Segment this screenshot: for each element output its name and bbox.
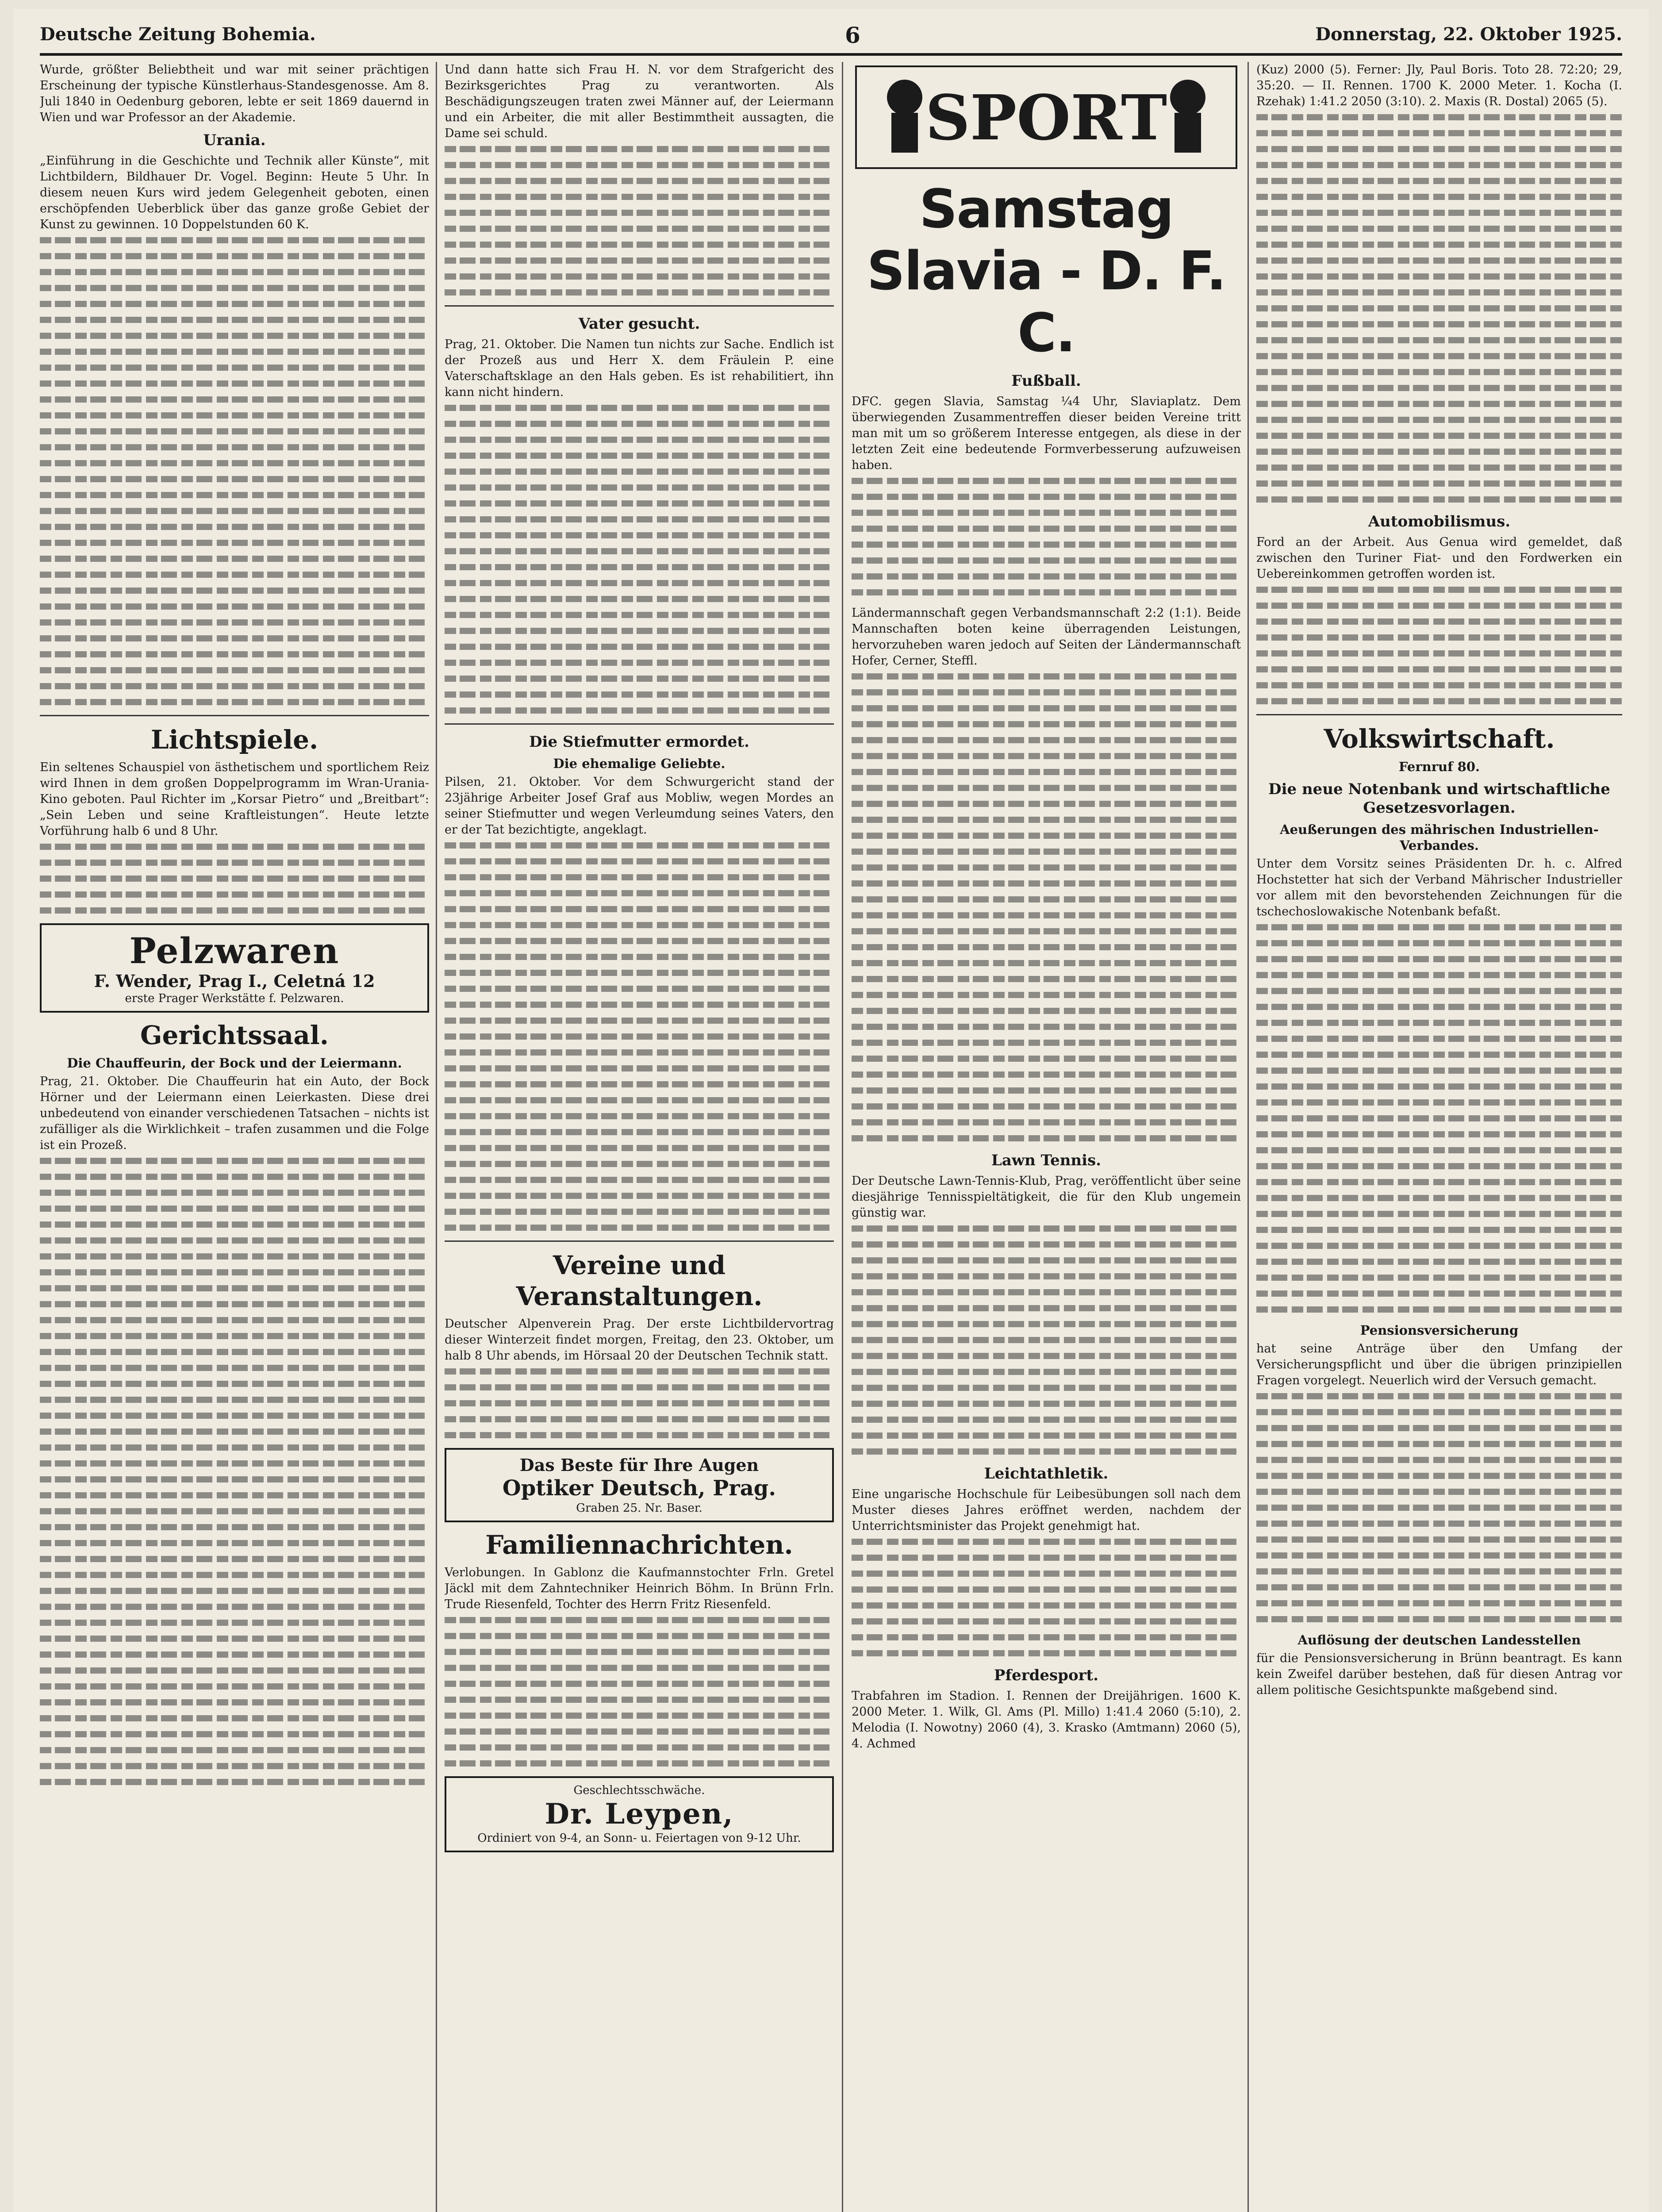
article-heading: Die Chauffeurin, der Bock und der Leiermann. — [67, 1056, 402, 1071]
date-line: Donnerstag, 22. Oktober 1925. — [1315, 24, 1622, 45]
section-phone: Fernruf 80. — [1398, 759, 1480, 774]
text-block — [852, 478, 1241, 595]
article-text: Der Deutsche Lawn-Tennis-Klub, Prag, veröffentlicht über seine diesjährige Tennisspieltätigkeit, die für den Klub ungemein günstig war. — [852, 1174, 1241, 1220]
article-text: hat seine Anträge über den Umfang der Versicherungspflicht und über die übrigen prinzipiellen Fragen vorgelegt. Neuerlich wird der Versuch gemacht. — [1256, 1342, 1622, 1387]
article-text: für die Pensionsversicherung in Brünn beantragt. Es kann kein Zweifel darüber bestehen, daß für diesen Antrag vor allem politische Gesichtspunkte maßgebend sind. — [1256, 1651, 1622, 1697]
section-heading: Fußball. — [1011, 372, 1081, 390]
article-text: Deutscher Alpenverein Prag. Der erste Lichtbildervortrag dieser Winterzeit findet morgen, Freitag, den 23. Oktober, um halb 8 Uhr abends, im Hörsaal 20 der Deutschen Technik statt. — [445, 1317, 834, 1363]
text-block — [1256, 1393, 1622, 1622]
text-block — [1256, 924, 1622, 1313]
text-block — [445, 405, 834, 714]
article-text: Wurde, größter Beliebtheit und war mit seiner prächtigen Erscheinung der typische Künstlerhaus-Standesgenosse. Am 8. Juli 1840 in Oedenburg geboren, lebte er seit 1869 dauernd in Wien und war Professor an der Akademie. — [40, 63, 429, 124]
text-block — [40, 1158, 429, 1785]
advertisement-leypen — [445, 1776, 834, 1852]
advertisement-pelzwaren — [40, 923, 429, 1013]
column-4 — [1256, 62, 1622, 2212]
header-rule — [40, 53, 1622, 56]
section-heading: Urania. — [203, 131, 266, 149]
text-block — [445, 1617, 834, 1767]
ad-left-text: Geschlechtsschwäche. — [573, 1784, 705, 1797]
column-2 — [445, 62, 834, 2212]
section-heading: Die Stiefmutter ermordet. — [529, 733, 749, 751]
ad-name: Dr. Leypen, — [545, 1797, 734, 1831]
column-divider — [1247, 62, 1249, 2212]
article-text: (Kuz) 2000 (5). Ferner: Jly, Paul Boris. Toto 28. 72:20; 29, 35:20. — II. Rennen. 1700 K. 2000 Meter. 1. Kocha (I. Rzehak) 1:41.2 2050 (3:10). 2. Maxis (R. Dostal) 2065 (5). — [1256, 63, 1622, 108]
article-subheading: Auflösung der deutschen Landesstellen — [1297, 1632, 1581, 1647]
ad-title: Pelzwaren — [129, 930, 340, 972]
section-heading: Lawn Tennis. — [991, 1152, 1102, 1169]
ad-subtitle: erste Prager Werkstätte f. Pelzwaren. — [125, 992, 344, 1005]
section-heading: Lichtspiele. — [150, 725, 319, 755]
text-block — [445, 1368, 834, 1438]
divider — [445, 723, 834, 725]
section-heading: Automobilismus. — [1368, 513, 1511, 530]
paper-name: Deutsche Zeitung Bohemia. — [40, 24, 316, 45]
banner-headline: Samstag Slavia - D. F. C. — [867, 179, 1226, 364]
ad-name: Optiker Deutsch, Prag. — [502, 1476, 776, 1501]
text-block — [852, 1539, 1241, 1656]
text-block — [445, 146, 834, 296]
divider — [40, 715, 429, 716]
page-number: 6 — [845, 22, 860, 48]
sport-illustration-icon — [852, 62, 1241, 173]
article-text: Ein seltenes Schauspiel von ästhetischem und sportlichem Reiz wird Ihnen in dem großen Doppelprogramm im Wran-Urania-Kino geboten. Paul Richter im „Korsar Pietro“ und „Breitbart“: „Sein Leben und seine Kraftleistungen“. Heute letzte Vorführung halb 6 und 8 Uhr. — [40, 760, 429, 838]
article-text: Unter dem Vorsitz seines Präsidenten Dr. h. c. Alfred Hochstetter hat sich der Verband Mährischer Industrieller vor allem mit den bevorstehenden Zeichnungen für die tschechoslowakische Notenbank befaßt. — [1256, 857, 1622, 918]
section-heading: Familiennachrichten. — [485, 1530, 793, 1560]
ad-title: Das Beste für Ihre Augen — [519, 1455, 759, 1475]
section-heading: Volkswirtschaft. — [1324, 724, 1555, 754]
section-heading: Gerichtssaal. — [140, 1020, 329, 1050]
column-divider — [842, 62, 843, 2212]
article-text: Prag, 21. Oktober. Die Chauffeurin hat ein Auto, der Bock Hörner und der Leiermann einen Leierkasten. Diese drei unbedeutend von einander verschiedenen Tatsachen – nichts ist zufälliger als die Wirklichkeit – trafen zusammen und die Folge ist ein Prozeß. — [40, 1075, 429, 1152]
column-1 — [40, 62, 429, 2212]
text-block — [852, 1225, 1241, 1455]
text-block — [852, 673, 1241, 1141]
ad-address: Ordiniert von 9-4, an Sonn- u. Feiertagen von 9-12 Uhr. — [477, 1832, 801, 1845]
article-subheading: Pensionsversicherung — [1360, 1323, 1519, 1338]
ad-address: Graben 25. Nr. Baser. — [576, 1502, 702, 1515]
divider — [1256, 714, 1622, 715]
text-block — [40, 844, 429, 914]
article-text: Prag, 21. Oktober. Die Namen tun nichts zur Sache. Endlich ist der Prozeß aus und Herr X. dem Fräulein P. eine Vaterschaftsklage an den Hals geben. Es ist rehabilitiert, ihn kann nicht hindern. — [445, 338, 834, 399]
divider — [445, 1240, 834, 1242]
article-text: Ford an der Arbeit. Aus Genua wird gemeldet, daß zwischen den Turiner Fiat- und den Fordwerken ein Uebereinkommen getroffen worden ist. — [1256, 535, 1622, 581]
column-3 — [852, 62, 1241, 2212]
article-subheading: Die ehemalige Geliebte. — [553, 756, 725, 771]
article-text: „Einführung in die Geschichte und Technik aller Künste“, mit Lichtbildern, Bildhauer Dr. Vogel. Beginn: Heute 5 Uhr. In diesem neuen Kurs wird jedem Gelegenheit geboten, einen erschöpfenden Ueberblick über das ganze große Gebiet der Kunst zu gewinnen. 10 Doppelstunden 60 K. — [40, 154, 429, 231]
sport-logo-text: SPORT — [925, 82, 1167, 154]
ad-name: F. Wender, Prag I., Celetná 12 — [94, 971, 375, 991]
text-block — [445, 842, 834, 1231]
article-text: Und dann hatte sich Frau H. N. vor dem Strafgericht des Bezirksgerichtes Prag zu verantworten. Als Beschädigungszeugen traten zwei Männer auf, der Leiermann und ein Arbeiter, die mit aller Bestimmtheit aussagten, die Dame sei schuld. — [445, 63, 834, 140]
sport-logo — [852, 62, 1241, 173]
article-text: Pilsen, 21. Oktober. Vor dem Schwurgericht stand der 23jährige Arbeiter Josef Graf aus Mobliw, wegen Mordes an seiner Stiefmutter und wegen Verleumdung seines Vaters, den er der Tat bezichtigte, angeklagt. — [445, 775, 834, 837]
article-text: DFC. gegen Slavia, Samstag ¼4 Uhr, Slaviaplatz. Dem überwiegenden Zusammentreffen dieser beiden Vereine tritt man mit um so größerem Interesse entgegen, als diese in der letzten Zeit eine bedeutende Formverbesserung aufzuweisen haben. — [852, 395, 1241, 472]
article-text: Trabfahren im Stadion. I. Rennen der Dreijährigen. 1600 K. 2000 Meter. 1. Wilk, Gl. Ams (Pl. Millo) 1:41.4 2060 (5:10), 2. Melodia (I. Nowotny) 2060 (4), 3. Krasko (Amtmann) 2060 (5), 4. Achmed — [852, 1689, 1241, 1751]
text-block — [1256, 587, 1622, 704]
section-heading: Vereine und Veranstaltungen. — [516, 1250, 763, 1311]
text-block — [1256, 114, 1622, 503]
section-heading: Pferdesport. — [994, 1667, 1099, 1684]
article-text: Eine ungarische Hochschule für Leibesübungen soll nach dem Muster dieses Jahres eröffnet werden, nachdem der Unterrichtsminister das Projekt genehmigt hat. — [852, 1487, 1241, 1533]
article-text: Verlobungen. In Gablonz die Kaufmannstochter Frln. Gretel Jäckl mit dem Zahntechniker Heinrich Böhm. In Brünn Frln. Trude Riesenfeld, Tochter des Herrn Fritz Riesenfeld. — [445, 1566, 834, 1611]
section-heading: Leichtathletik. — [984, 1465, 1109, 1482]
column-divider — [436, 62, 437, 2212]
text-block — [40, 237, 429, 705]
advertisement-optiker — [445, 1448, 834, 1522]
article-heading: Die neue Notenbank und wirtschaftliche Gesetzesvorlagen. — [1268, 780, 1610, 817]
newspaper-page — [13, 9, 1649, 2212]
page-header — [40, 19, 1622, 50]
divider — [445, 305, 834, 307]
article-text: Ländermannschaft gegen Verbandsmannschaft 2:2 (1:1). Beide Mannschaften boten keine überragenden Leistungen, hervorzuheben waren jedoch auf Seiten der Ländermannschaft Hofer, Cerner, Steffl. — [852, 606, 1241, 668]
section-heading: Vater gesucht. — [578, 315, 700, 333]
article-subheading: Aeußerungen des mährischen Industriellen-Verbandes. — [1280, 822, 1599, 853]
